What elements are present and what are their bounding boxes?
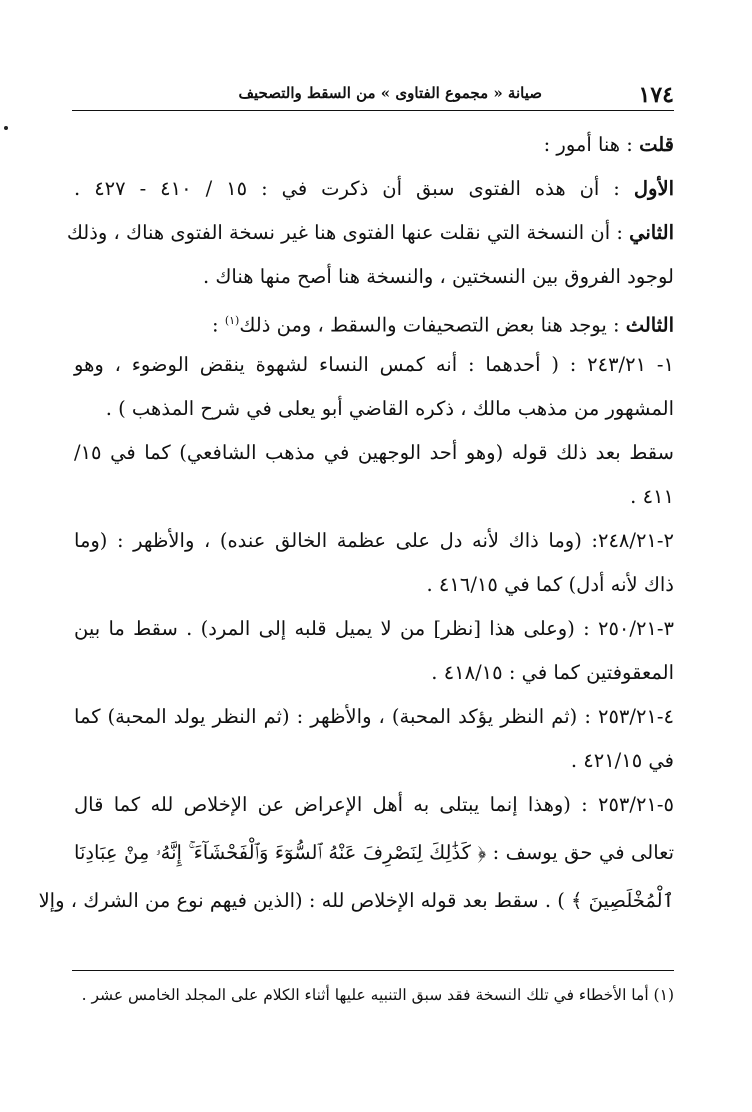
text-line: ذاك لأنه أدل) كما في ٤١٦/١٥ . xyxy=(426,573,674,596)
footnote-ref: (١) xyxy=(224,314,240,327)
quran-verse-line: تعالى في حق يوسف : ﴿ كَذَٰلِكَ لِنَصْرِفَ عَنْهُ ٱلسُّوٓءَ وَٱلْفَحْشَآءَ ۚ إِنَّهُۥ مِنْ عِبَادِنَا xyxy=(74,841,674,864)
text-line: ٤-٢٥٣/٢١ : (ثم النظر يؤكد المحبة) ، والأظهر : (ثم النظر يولد المحبة) كما xyxy=(74,705,674,728)
text-line: ١- ٢٤٣/٢١ : ( أحدهما : أنه كمس النساء لشهوة ينقض الوضوء ، وهو xyxy=(74,353,674,376)
page-header xyxy=(72,84,674,111)
running-title: صيانة « مجموع الفتاوى » من السقط والتصحيف xyxy=(238,84,542,102)
text-line: ٣-٢٥٠/٢١ : (وعلى هذا [نظر] من لا يميل قلبه إلى المرد) . سقط ما بين xyxy=(74,617,674,640)
text-line: المعقوفتين كما في : ٤١٨/١٥ . xyxy=(431,661,674,684)
page-number: ١٧٤ xyxy=(638,82,674,108)
text-line: لوجود الفروق بين النسختين ، والنسخة هنا أصح منها هناك . xyxy=(202,265,674,288)
text-line: الأول : أن هذه الفتوى سبق أن ذكرت في : ١٥ / ٤١٠ - ٤٢٧ . xyxy=(74,177,674,200)
text-line: سقط بعد ذلك قوله (وهو أحد الوجهين في مذهب الشافعي) كما في ١٥/ xyxy=(74,441,674,464)
footnote-divider xyxy=(72,970,674,971)
text-line: في ٤٢١/١٥ . xyxy=(570,749,674,772)
text-line: ٥-٢٥٣/٢١ : (وهذا إنما يبتلى به أهل الإعراض عن الإخلاص لله كما قال xyxy=(74,793,674,816)
margin-mark xyxy=(4,126,8,130)
footnote: (١) أما الأخطاء في تلك النسخة فقد سبق التنبيه عليها أثناء الكلام على المجلد الخامس عشر . xyxy=(81,986,674,1004)
text-line: الثالث : يوجد هنا بعض التصحيفات والسقط ، ومن ذلك$^{(١)}$ : xyxy=(212,313,674,337)
text-line: قلت : هنا أمور : xyxy=(543,133,674,156)
text-line: الثاني : أن النسخة التي نقلت عنها الفتوى هنا غير نسخة الفتوى هناك ، وذلك xyxy=(66,221,674,244)
text-line: ٱلْمُخْلَصِينَ ﴾ ) . سقط بعد قوله الإخلاص لله : (الذين فيهم نوع من الشرك ، وإلا xyxy=(38,889,674,912)
text-line: ٤١١ . xyxy=(630,485,674,508)
text-line: ٢-٢٤٨/٢١: (وما ذاك لأنه دل على عظمة الخالق عنده) ، والأظهر : (وما xyxy=(74,529,674,552)
text-line: المشهور من مذهب مالك ، ذكره القاضي أبو يعلى في شرح المذهب ) . xyxy=(105,397,674,420)
